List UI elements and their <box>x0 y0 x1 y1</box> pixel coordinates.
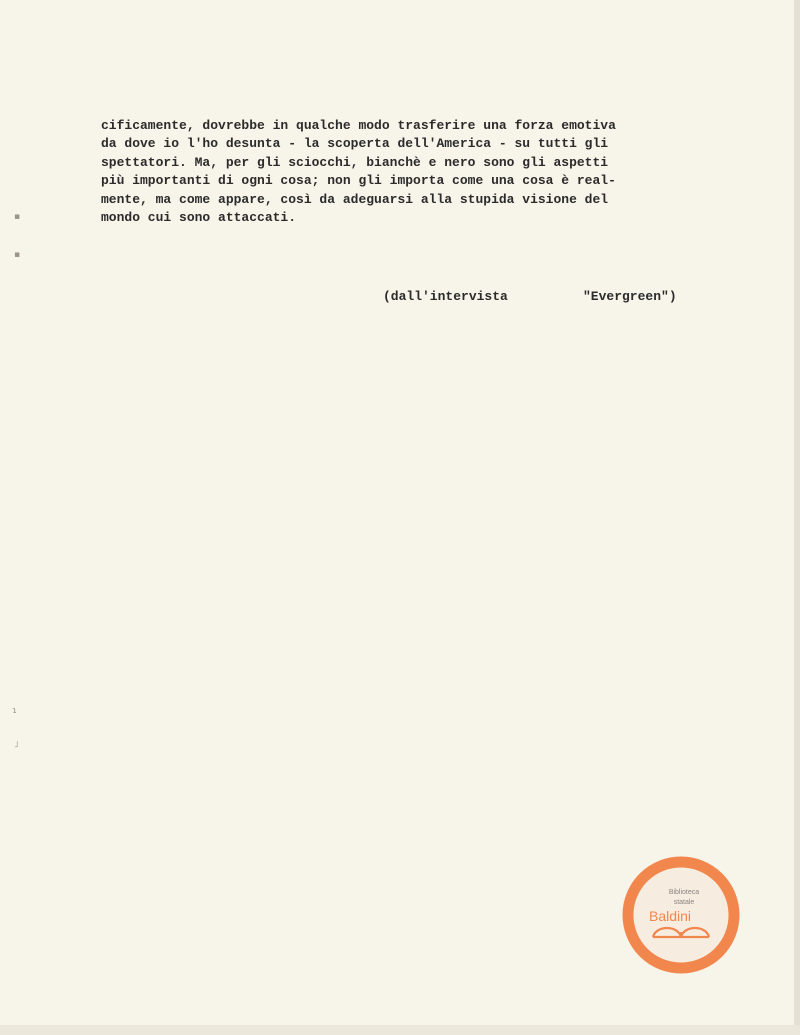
stamp-text-line2: statale <box>673 899 695 906</box>
stamp-text-line1: Biblioteca <box>668 889 700 896</box>
typewritten-paragraph <box>101 117 741 227</box>
text-line: più importanti di ogni cosa; non gli importa come una cosa è real- <box>101 173 616 189</box>
text-line: cificamente, dovrebbe in qualche modo trasferire una forza emotiva <box>101 118 616 133</box>
stamp-name: Baldini <box>648 908 692 924</box>
page-edge-right <box>794 0 800 1035</box>
text-line: spettatori. Ma, per gli sciocchi, bianchè e nero sono gli aspetti <box>101 154 609 170</box>
text-line: mondo cui sono attaccati. <box>101 210 297 226</box>
margin-mark: ▪ <box>14 250 21 260</box>
text-line: da dove io l'ho desunta - la scoperta dell'America - su tutti gli <box>101 136 609 152</box>
source-citation-title: "Evergreen") <box>583 289 677 304</box>
margin-mark: ɿ <box>12 706 17 716</box>
margin-mark: ˩ <box>14 740 19 750</box>
margin-mark: ▪ <box>14 212 21 222</box>
library-stamp-logo <box>620 854 742 976</box>
source-citation: (dall'intervista <box>383 289 508 304</box>
text-line: mente, ma come appare, così da adeguarsi alla stupida visione del <box>101 191 609 207</box>
page-edge-bottom <box>0 1025 800 1035</box>
